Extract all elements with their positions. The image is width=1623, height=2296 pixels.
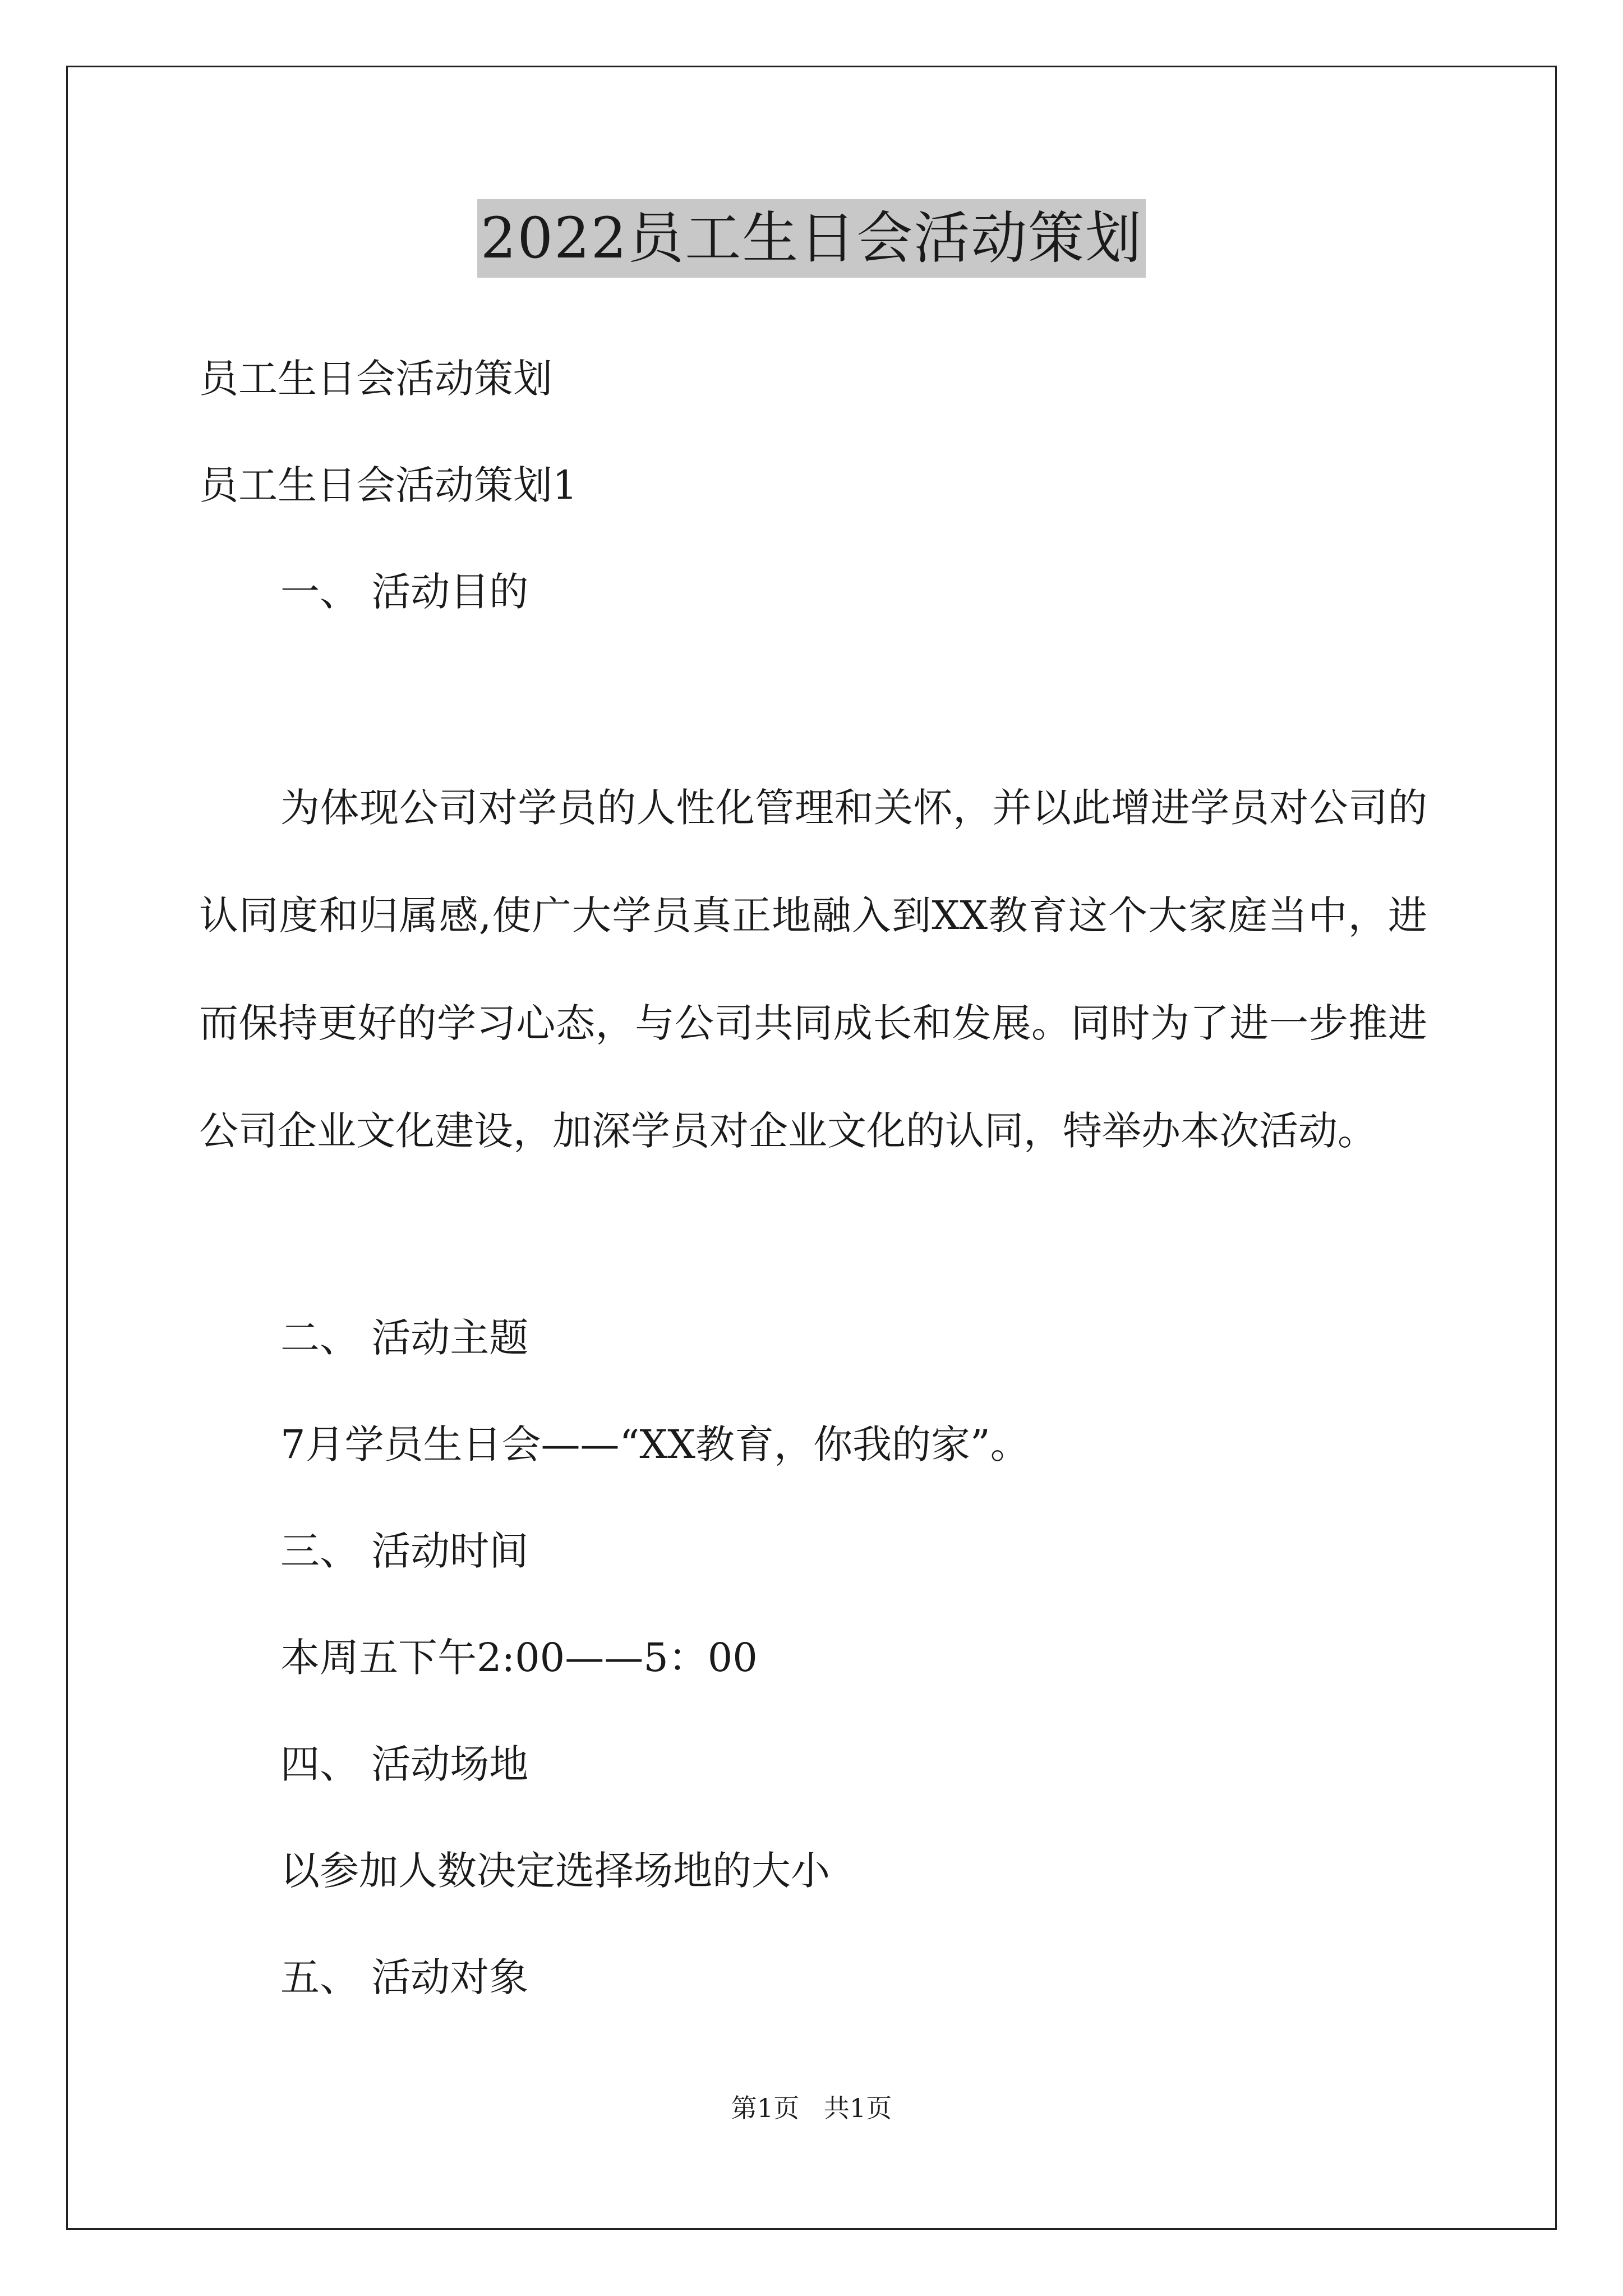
section-2-body: 7月学员生日会——“XX教育，你我的家”。 <box>280 1421 1030 1467</box>
section-3-body: 本周五下午2:00——5：00 <box>280 1635 758 1681</box>
section-2-heading: 二、 活动主题 <box>280 1315 529 1361</box>
subtitle-2: 员工生日会活动策划1 <box>199 462 578 508</box>
section-1-heading: 一、 活动目的 <box>280 569 529 615</box>
purpose-paragraph: 为体现公司对学员的人性化管理和关怀，并以此增进学员对公司的认同度和归属感,使广大学员真正地融入到XX教育这个大家庭当中，进而保持更好的学习心态，与公司共同成长和发展。同时为了进一步推进公司企业文化建设，加深学员对企业文化的认同，特举办本次活动。 <box>199 785 1427 1154</box>
section-5-heading: 五、 活动对象 <box>280 1954 529 2000</box>
subtitle-1: 员工生日会活动策划 <box>199 356 552 402</box>
section-4-body: 以参加人数决定选择场地的大小 <box>280 1848 830 1894</box>
title-container <box>0 199 1623 278</box>
document-title: 2022员工生日会活动策划 <box>477 199 1146 278</box>
page-footer: 第1页 共1页 <box>731 2093 892 2123</box>
section-3-heading: 三、 活动时间 <box>280 1528 529 1574</box>
section-4-heading: 四、 活动场地 <box>280 1741 529 1787</box>
